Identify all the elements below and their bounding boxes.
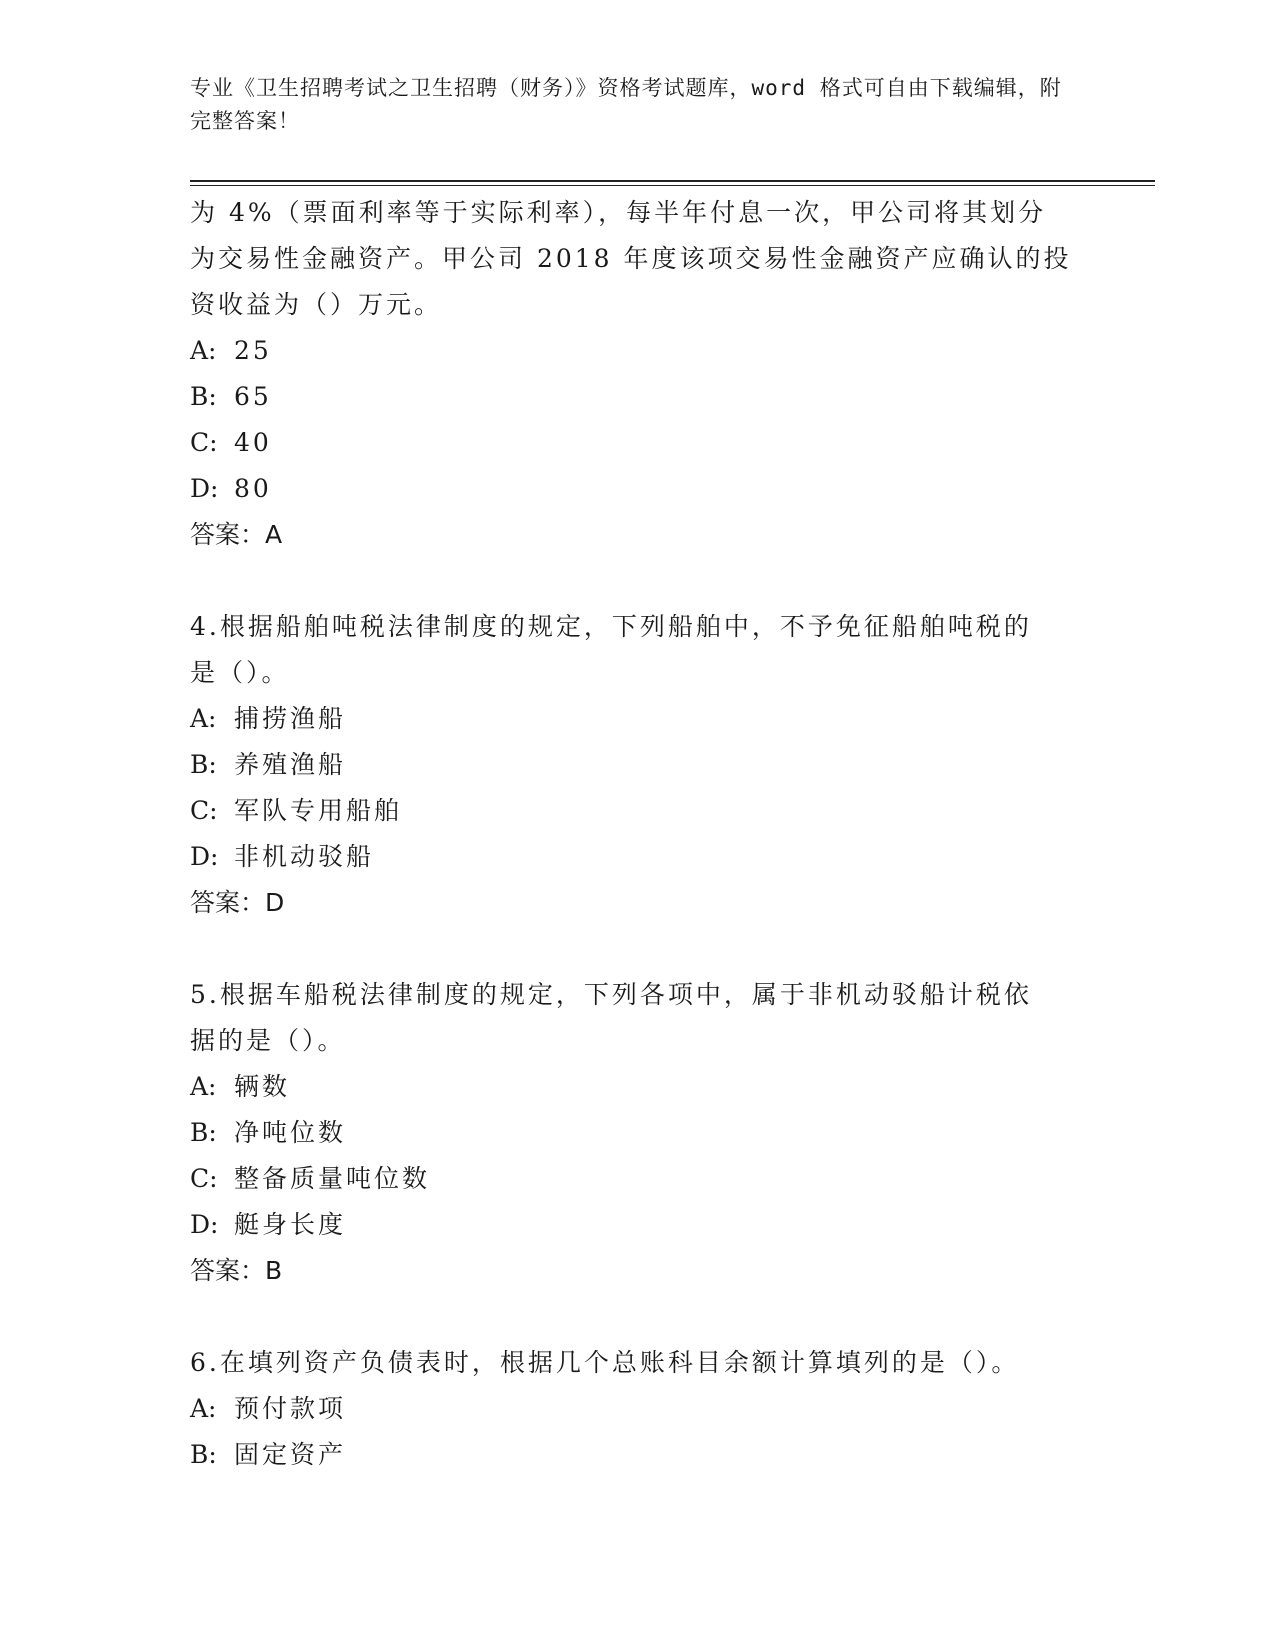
option-d — [190, 466, 1090, 512]
option-key: C: — [190, 428, 218, 457]
option-text: 非机动驳船 — [234, 842, 375, 871]
question-5 — [190, 972, 1090, 1294]
question-3-continued — [190, 190, 1090, 558]
question-list — [190, 190, 1090, 1478]
option-key: A: — [190, 336, 217, 365]
question-stem-line: 据的是（）。 — [190, 1026, 346, 1055]
question-stem-line: 为交易性金融资产。甲公司 2018 年度该项交易性金融资产应确认的投 — [190, 244, 1072, 273]
option-b — [190, 742, 1090, 788]
option-text: 艇身长度 — [234, 1210, 347, 1239]
option-text: 整备质量吨位数 — [234, 1164, 431, 1193]
question-4 — [190, 604, 1090, 926]
option-key: D: — [190, 842, 219, 871]
question-6 — [190, 1340, 1090, 1478]
header-rule-thick — [190, 180, 1155, 182]
option-key: B: — [190, 750, 217, 779]
option-a — [190, 696, 1090, 742]
option-c — [190, 1156, 1090, 1202]
answer-line: 答案：A — [190, 520, 283, 549]
question-stem-line: 为 4%（票面利率等于实际利率），每半年付息一次，甲公司将其划分 — [190, 198, 1047, 227]
option-text: 军队专用船舶 — [234, 796, 403, 825]
option-key: B: — [190, 1440, 217, 1469]
option-text: 80 — [234, 474, 272, 503]
answer-line: 答案：D — [190, 888, 285, 917]
option-text: 65 — [234, 382, 272, 411]
option-c — [190, 788, 1090, 834]
document-header — [190, 72, 1070, 138]
option-b — [190, 374, 1090, 420]
option-text: 固定资产 — [234, 1440, 347, 1469]
question-stem-line: 6.在填列资产负债表时，根据几个总账科目余额计算填列的是（）。 — [190, 1348, 1020, 1377]
option-text: 养殖渔船 — [234, 750, 347, 779]
option-a — [190, 328, 1090, 374]
question-stem-line: 4.根据船舶吨税法律制度的规定，下列船舶中，不予免征船舶吨税的 — [190, 612, 1032, 641]
option-text: 捕捞渔船 — [234, 704, 347, 733]
option-key: A: — [190, 1394, 217, 1423]
option-key: D: — [190, 474, 219, 503]
option-text: 辆数 — [234, 1072, 291, 1101]
option-text: 40 — [234, 428, 272, 457]
option-key: A: — [190, 1072, 217, 1101]
answer-line: 答案：B — [190, 1256, 283, 1285]
question-stem-line: 5.根据车船税法律制度的规定，下列各项中，属于非机动驳船计税依 — [190, 980, 1032, 1009]
option-text: 25 — [234, 336, 272, 365]
option-key: C: — [190, 1164, 218, 1193]
option-text: 净吨位数 — [234, 1118, 347, 1147]
option-a — [190, 1064, 1090, 1110]
header-rule-thin — [190, 185, 1155, 186]
option-c — [190, 420, 1090, 466]
header-text: 专业《卫生招聘考试之卫生招聘（财务）》资格考试题库，word 格式可自由下载编辑，附完整答案！ — [190, 76, 1062, 133]
option-d — [190, 834, 1090, 880]
option-text: 预付款项 — [234, 1394, 347, 1423]
option-b — [190, 1432, 1090, 1478]
question-stem-line: 是（）。 — [190, 658, 290, 687]
option-a — [190, 1386, 1090, 1432]
option-b — [190, 1110, 1090, 1156]
option-key: D: — [190, 1210, 219, 1239]
question-stem-line: 资收益为（）万元。 — [190, 290, 443, 319]
option-d — [190, 1202, 1090, 1248]
option-key: A: — [190, 704, 217, 733]
option-key: B: — [190, 382, 217, 411]
option-key: C: — [190, 796, 218, 825]
option-key: B: — [190, 1118, 217, 1147]
